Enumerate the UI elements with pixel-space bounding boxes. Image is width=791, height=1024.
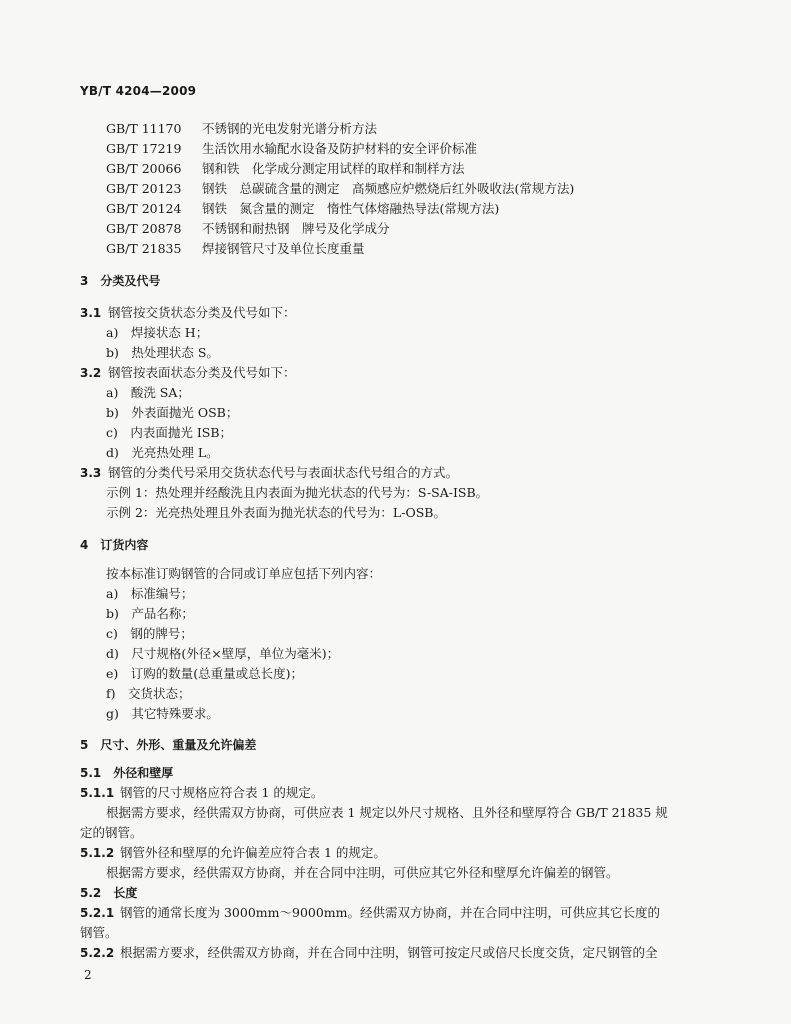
paragraph-continuation: 定的钢管。 (80, 825, 143, 840)
list-item: f) 交货状态； (106, 686, 191, 701)
clause-text: 钢管的分类代号采用交货状态代号与表面状态代号组合的方式。 (108, 465, 459, 480)
reference-title: 不锈钢和耐热钢 牌号及化学成分 (202, 221, 390, 236)
list-item: g) 其它特殊要求。 (106, 706, 219, 721)
reference-item (106, 121, 377, 137)
list-item: a) 标准编号； (106, 586, 194, 601)
clause-3-1 (80, 305, 296, 321)
reference-code: GB/T 11170 (106, 121, 182, 136)
clause-text: 钢管的尺寸规格应符合表 1 的规定。 (120, 785, 324, 800)
list-item: b) 外表面抛光 OSB； (106, 405, 239, 420)
section-5-heading: 5 尺寸、外形、重量及允许偏差 (80, 738, 257, 752)
reference-item (106, 141, 477, 157)
paragraph: 根据需方要求，经供需双方协商，可供应表 1 规定以外尺寸规格、且外径和壁厚符合 GB/T 21835 规 (106, 805, 668, 820)
reference-title: 生活饮用水输配水设备及防护材料的安全评价标准 (202, 141, 478, 156)
clause-text: 钢管按表面状态分类及代号如下： (108, 365, 296, 380)
clause-number: 5.2.2 (80, 946, 115, 960)
clause-5-2-1 (80, 905, 660, 921)
clause-number: 5.1.1 (80, 786, 115, 800)
clause-number: 3.2 (80, 366, 102, 380)
reference-title: 钢和铁 化学成分测定用试样的取样和制样方法 (202, 161, 465, 176)
reference-item (106, 201, 499, 217)
list-item: c) 内表面抛光 ISB； (106, 425, 233, 440)
example-2: 示例 2：光亮热处理且外表面为抛光状态的代号为：L-OSB。 (106, 505, 446, 520)
clause-3-2 (80, 365, 296, 381)
paragraph: 根据需方要求，经供需双方协商，并在合同中注明，可供应其它外径和壁厚允许偏差的钢管。 (106, 865, 619, 880)
list-item: d) 光亮热处理 L。 (106, 445, 219, 460)
reference-title: 钢铁 氮含量的测定 惰性气体熔融热导法(常规方法) (202, 201, 500, 216)
section-3-heading: 3 分类及代号 (80, 274, 161, 288)
reference-code: GB/T 20124 (106, 201, 182, 216)
clause-number: 5.2.1 (80, 906, 115, 920)
clause-5-1-2 (80, 845, 386, 861)
page-number: 2 (84, 968, 92, 982)
reference-code: GB/T 20878 (106, 221, 182, 236)
clause-5-2-2 (80, 945, 658, 961)
reference-item (106, 181, 574, 197)
list-item: e) 订购的数量(总重量或总长度)； (106, 666, 304, 681)
section-4-intro: 按本标准订购钢管的合同或订单应包括下列内容： (106, 566, 382, 581)
reference-code: GB/T 20066 (106, 161, 182, 176)
reference-title: 焊接钢管尺寸及单位长度重量 (202, 241, 365, 256)
reference-code: GB/T 17219 (106, 141, 182, 156)
list-item: d) 尺寸规格(外径×壁厚，单位为毫米)； (106, 646, 340, 661)
example-1: 示例 1：热处理并经酸洗且内表面为抛光状态的代号为：S-SA-ISB。 (106, 485, 489, 500)
list-item: b) 产品名称； (106, 606, 194, 621)
clause-text: 根据需方要求，经供需双方协商，并在合同中注明，钢管可按定尺或倍尺长度交货，定尺钢管的全 (120, 945, 658, 960)
subsection-5-2-heading: 5.2 长度 (80, 886, 138, 900)
clause-5-1-1 (80, 785, 323, 801)
clause-number: 3.1 (80, 306, 102, 320)
reference-item (106, 161, 465, 177)
reference-title: 不锈钢的光电发射光谱分析方法 (202, 121, 378, 136)
clause-text: 钢管外径和壁厚的允许偏差应符合表 1 的规定。 (120, 845, 386, 860)
reference-item (106, 221, 390, 237)
clause-text: 钢管的通常长度为 3000mm～9000mm。经供需双方协商，并在合同中注明，可供应其它长度的 (120, 905, 661, 920)
reference-code: GB/T 20123 (106, 181, 182, 196)
clause-3-3 (80, 465, 458, 481)
list-item: a) 酸洗 SA； (106, 385, 190, 400)
reference-title: 钢铁 总碳硫含量的测定 高频感应炉燃烧后红外吸收法(常规方法) (202, 181, 575, 196)
list-item: b) 热处理状态 S。 (106, 345, 219, 360)
document-code-header: YB/T 4204—2009 (80, 84, 197, 98)
clause-number: 3.3 (80, 466, 102, 480)
reference-item (106, 241, 365, 257)
list-item: a) 焊接状态 H； (106, 325, 209, 340)
clause-number: 5.1.2 (80, 846, 115, 860)
list-item: c) 钢的牌号； (106, 626, 193, 641)
paragraph-continuation: 钢管。 (80, 925, 118, 940)
clause-text: 钢管按交货状态分类及代号如下： (108, 305, 296, 320)
subsection-5-1-heading: 5.1 外径和壁厚 (80, 766, 174, 780)
section-4-heading: 4 订货内容 (80, 538, 149, 552)
reference-code: GB/T 21835 (106, 241, 182, 256)
